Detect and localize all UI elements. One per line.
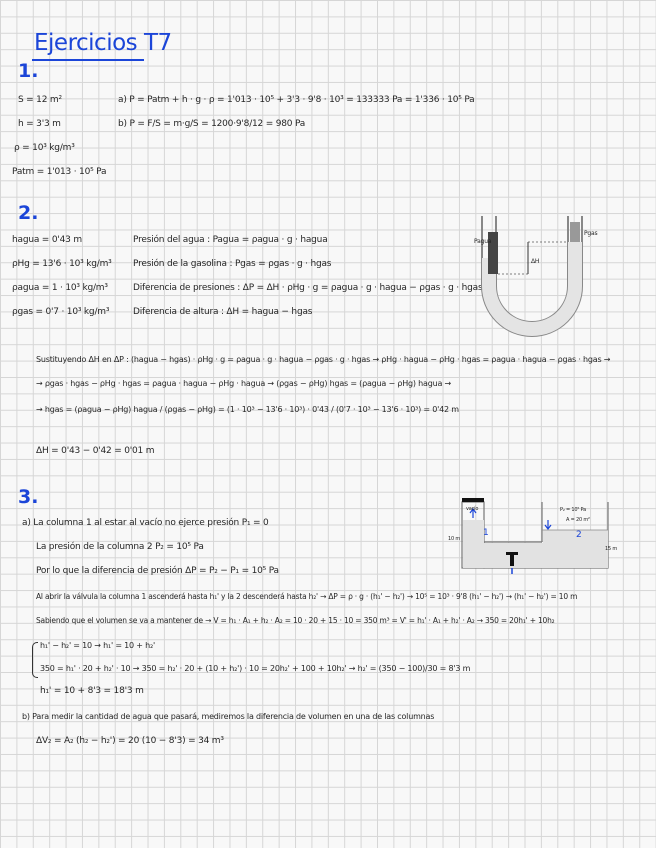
s3-line-b1: b) Para medir la cantidad de agua que pasará, mediremos la diferencia de volumen en una de las columnas: [22, 712, 435, 721]
s2-data-rhoagua: ρagua = 1 · 10³ kg/m³: [12, 283, 108, 293]
s2-line-2: → ρgas · hgas − ρHg · hgas = ρagua · hagua − ρHg · hagua → (ρgas − ρHg) hgas = (ρagua − ρHg) hagua →: [36, 379, 452, 388]
s3-line-a1: a) La columna 1 al estar al vacío no ejerce presión P₁ = 0: [22, 518, 269, 528]
s3-line-a2: La presión de la columna 2 P₂ = 10⁵ Pa: [36, 542, 204, 552]
s2-line-1: Sustituyendo ΔH en ΔP : (hagua − hgas) · ρHg · g = ρagua · g · hagua − ρgas · g · hgas → ρHg · hagua − ρHg · hgas = ρagua · hagua − ρgas · hgas →: [36, 355, 611, 364]
s2-text-dh: Diferencia de altura : ΔH = hagua − hgas: [133, 307, 313, 317]
fig3-label-col2: 2: [576, 530, 582, 540]
two-columns-diagram: [456, 490, 616, 580]
s2-line-4: ΔH = 0'43 − 0'42 = 0'01 m: [36, 446, 155, 456]
section-3-number: 3.: [18, 486, 39, 508]
system-bracket: [32, 642, 38, 678]
fig3-label-h2: 15 m: [605, 546, 618, 552]
fig3-label-pressure: P₂ = 10⁵ Pa: [560, 507, 586, 513]
s3-line-a3: Por lo que la diferencia de presión ΔP = P₂ − P₁ = 10⁵ Pa: [36, 566, 279, 576]
fig2-label-pagua: Pagua: [474, 238, 492, 245]
fig3-label-vacio: vacío: [466, 506, 479, 512]
s2-text-dp: Diferencia de presiones : ΔP = ΔH · ρHg · g = ρagua · g · hagua − ρgas · g · hgas: [133, 283, 483, 293]
s1-data-patm: Patm = 1'013 · 10⁵ Pa: [12, 167, 107, 177]
s2-data-hagua: hagua = 0'43 m: [12, 235, 82, 245]
s3-line-a8: h₁' = 10 + 8'3 = 18'3 m: [40, 686, 144, 696]
s2-data-rhohg: ρHg = 13'6 · 10³ kg/m³: [12, 259, 112, 269]
section-1-number: 1.: [18, 60, 39, 82]
s1-answer-a: a) P = Patm + h · g · ρ = 1'013 · 10⁵ + 3'3 · 9'8 · 10³ = 133333 Pa = 1'336 · 10⁵ Pa: [118, 95, 475, 105]
s3-line-a6: h₁' − h₂' = 10 → h₁' = 10 + h₂': [40, 641, 156, 650]
s1-answer-b: b) P = F/S = m·g/S = 1200·9'8/12 = 980 Pa: [118, 119, 306, 129]
s1-data-density: ρ = 10³ kg/m³: [14, 143, 75, 153]
s2-data-rhogas: ρgas = 0'7 · 10³ kg/m³: [12, 307, 110, 317]
section-2-number: 2.: [18, 202, 39, 224]
s3-line-a7: 350 = h₁' · 20 + h₂' · 10 → 350 = h₂' · 20 + (10 + h₂') · 10 = 20h₂' + 100 + 10h₂' → h₂' = (350 − 100)/30 = 8'3 m: [40, 664, 471, 673]
s1-data-height: h = 3'3 m: [18, 119, 61, 129]
page-title: Ejercicios T7: [34, 30, 172, 56]
fig3-label-col1: 1: [483, 528, 489, 538]
fig2-label-dh: ΔH: [531, 258, 540, 265]
s2-text-pagua: Presión del agua : Pagua = ρagua · g · hagua: [133, 235, 328, 245]
s2-text-pgas: Presión de la gasolina : Pgas = ρgas · g · hgas: [133, 259, 332, 269]
s3-line-b2: ΔV₂ = A₂ (h₂ − h₂') = 20 (10 − 8'3) = 34 m³: [36, 736, 224, 746]
s3-line-a5: Sabiendo que el volumen se va a mantener de → V = h₁ · A₁ + h₂ · A₂ = 10 · 20 + 15 · 10 = 350 m³ = V' = h₁' · A₁ + h₂' · A₂ → 350 = 20h₁' + 10h₂: [36, 616, 555, 625]
fig2-label-pgas: Pgas: [584, 230, 598, 237]
s2-line-3: → hgas = (ρagua − ρHg) hagua / (ρgas − ρHg) = (1 · 10³ − 13'6 · 10³) · 0'43 / (0'7 · 10³ − 13'6 · 10³) = 0'42 m: [36, 405, 459, 414]
title-underline: [32, 59, 144, 61]
s1-data-area: S = 12 m²: [18, 95, 62, 105]
s3-line-a4: Al abrir la válvula la columna 1 ascenderá hasta h₁' y la 2 descenderá hasta h₂' → ΔP = ρ · g · (h₁' − h₂') → 10⁵ = 10³ · 9'8 (h₁' − h₂') → (h₁' − h₂') = 10 m: [36, 592, 578, 601]
fig3-label-area: A = 20 m²: [566, 517, 590, 523]
fig3-label-h1: 10 m: [448, 536, 461, 542]
